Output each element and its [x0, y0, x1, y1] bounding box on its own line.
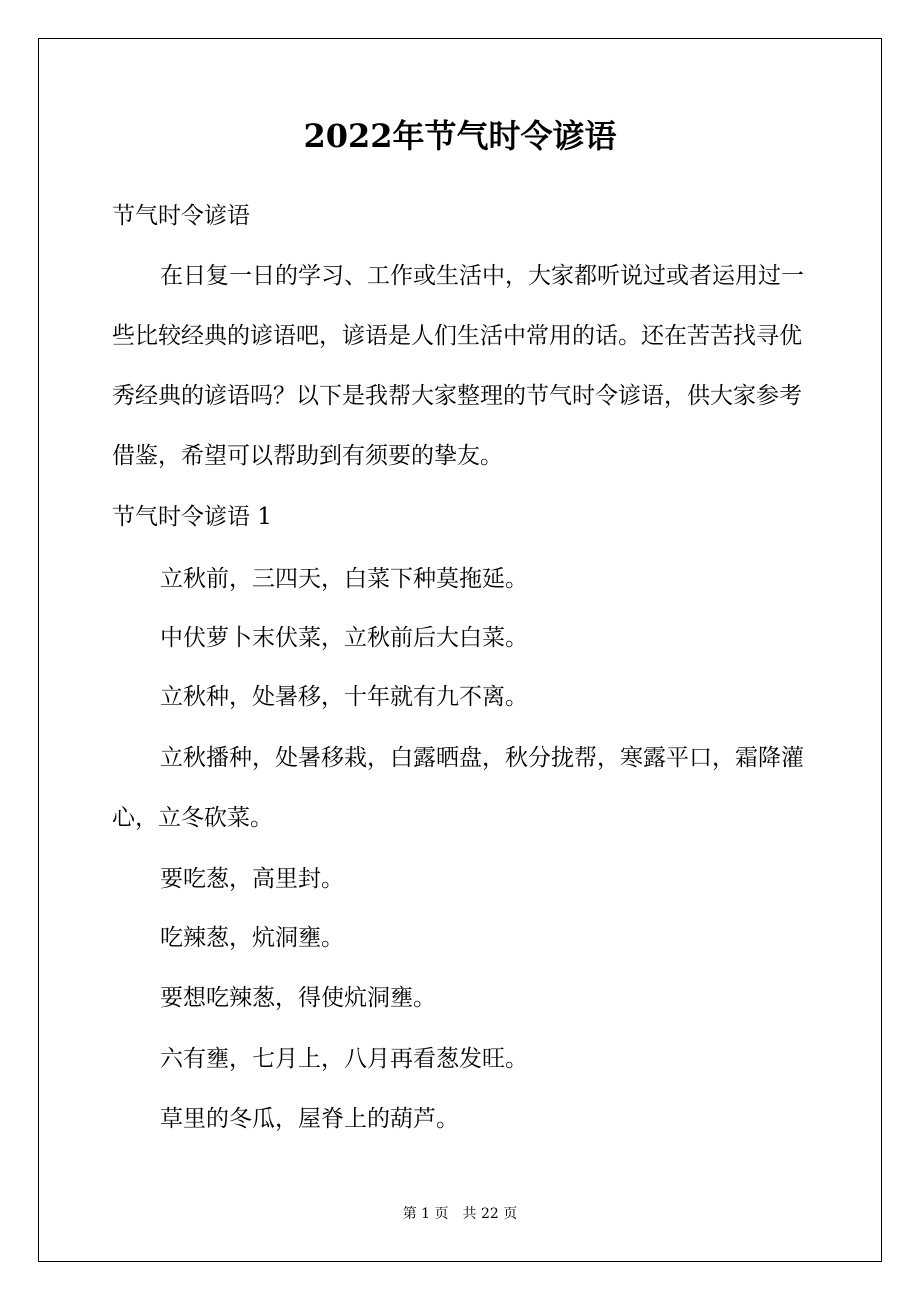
saying-line: 草里的冬瓜，屋脊上的葫芦。: [160, 1106, 459, 1132]
document-subtitle: 节气时令谚语: [112, 203, 250, 229]
saying-line: 六有壅，七月上，八月再看葱发旺。: [160, 1046, 528, 1072]
intro-paragraph: 在日复一日的学习、工作或生活中，大家都听说过或者运用过一些比较经典的谚语吧，谚语是人们生活中常用的话。还在苦苦找寻优秀经典的谚语吗？以下是我帮大家整理的节气时令谚语，供大家参考借鉴，希望可以帮助到有须要的挚友。: [112, 263, 804, 469]
document-title: 2022年节气时令谚语: [303, 117, 617, 155]
saying-line: 吃辣葱，炕洞壅。: [160, 925, 344, 951]
page-indicator: 第 1 页 共 22 页: [402, 1206, 518, 1222]
section-heading: 节气时令谚语 1: [112, 504, 272, 530]
saying-line: 立秋前，三四天，白菜下种莫拖延。: [160, 566, 528, 592]
saying-line: 中伏萝卜末伏菜，立秋前后大白菜。: [160, 625, 528, 651]
saying-line: 要想吃辣葱，得使炕洞壅。: [160, 985, 436, 1011]
saying-line: 要吃葱，高里封。: [160, 866, 344, 892]
saying-line: 立秋种，处暑移，十年就有九不离。: [160, 684, 528, 710]
saying-line: 立秋播种，处暑移栽，白露晒盘，秋分拢帮，寒露平口，霜降灌心，立冬砍菜。: [112, 745, 804, 831]
